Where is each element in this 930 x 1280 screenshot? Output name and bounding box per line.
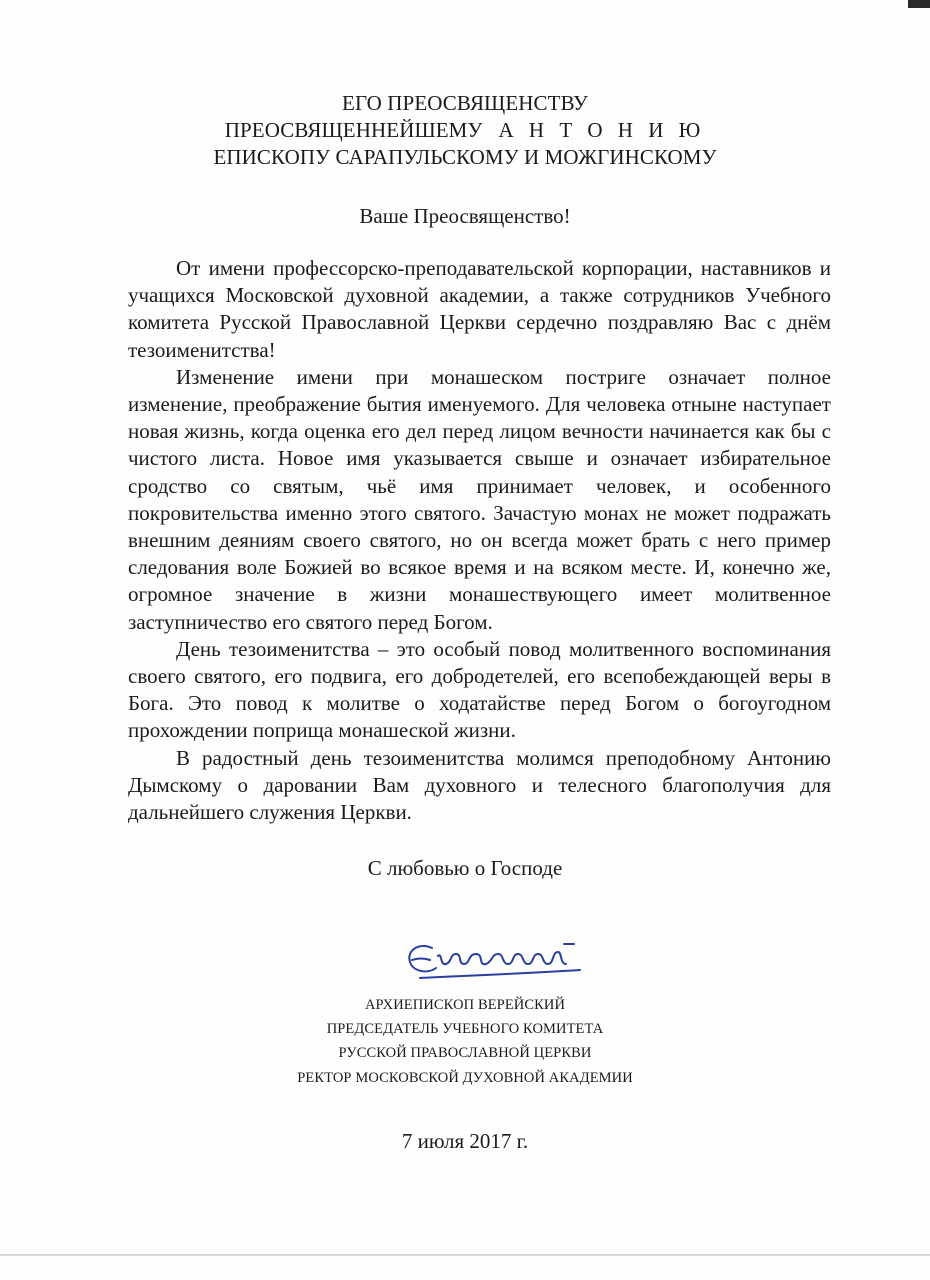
addressee-block	[0, 90, 930, 171]
body-paragraph-1: От имени профессорско-преподавательской корпорации, наставников и учащихся Московской духовной академии, а также сотрудников Учебного комитета Русской Православной Церкви сердечно поздравляю Вас с днём тезоименитства!	[128, 256, 831, 362]
addressee-line-2	[0, 117, 930, 144]
body-paragraph-4: В радостный день тезоименитства молимся преподобному Антонию Дымскому о даровании Вам духовного и телесного благополучия для дальнейшего служения Церкви.	[128, 745, 831, 825]
addressee-name: А Н Т О Н И Ю	[498, 118, 706, 142]
body-paragraph-2: Изменение имени при монашеском постриге означает полное изменение, преображение бытия именуемого. Для человека отныне наступает новая жизнь, когда оценка его дел перед лицом вечности начинается как бы с чистого листа. Новое имя указывается свыше и означает избирательное сродство со святым, чьё имя принимает человек, и особенного покровительства именно этого святого. Зачастую монах не может подражать внешним деяниям своего святого, но он всегда может брать с него пример следования воле Божией во всякое время и на всяком месте. И, конечно же, огромное значение в жизни монашествующего имеет молитвенное заступничество его святого перед Богом.	[128, 364, 831, 634]
handwritten-signature	[398, 930, 598, 990]
closing-phrase: С любовью о Господе	[367, 856, 563, 880]
signature-strokes	[409, 944, 580, 978]
signer-line-3: РУССКОЙ ПРАВОСЛАВНОЙ ЦЕРКВИ	[338, 1045, 592, 1062]
salutation: Ваше Преосвященство!	[359, 204, 571, 228]
signer-line-1: АРХИЕПИСКОП ВЕРЕЙСКИЙ	[364, 997, 566, 1013]
scan-corner-mark	[908, 0, 930, 8]
scan-bottom-edge	[0, 1254, 930, 1256]
addressee-title: ПРЕОСВЯЩЕННЕЙШЕМУ	[224, 118, 483, 142]
signer-line-4: РЕКТОР МОСКОВСКОЙ ДУХОВНОЙ АКАДЕМИИ	[297, 1069, 633, 1086]
body-paragraph-3: День тезоименитства – это особый повод молитвенного воспоминания своего святого, его подвига, его добродетелей, его всепобеждающей веры в Бога. Это повод к молитве о ходатайстве перед Богом о богоугодном прохождении поприща монашеской жизни.	[128, 636, 831, 743]
letter-date: 7 июля 2017 г.	[401, 1129, 529, 1153]
signer-block	[0, 993, 930, 1090]
signer-line-2: ПРЕДСЕДАТЕЛЬ УЧЕБНОГО КОМИТЕТА	[326, 1021, 604, 1038]
addressee-line-3: ЕПИСКОПУ САРАПУЛЬСКОМУ И МОЖГИНСКОМУ	[213, 145, 717, 169]
letter-body	[128, 255, 831, 826]
addressee-line-1: ЕГО ПРЕОСВЯЩЕНСТВУ	[342, 91, 588, 115]
